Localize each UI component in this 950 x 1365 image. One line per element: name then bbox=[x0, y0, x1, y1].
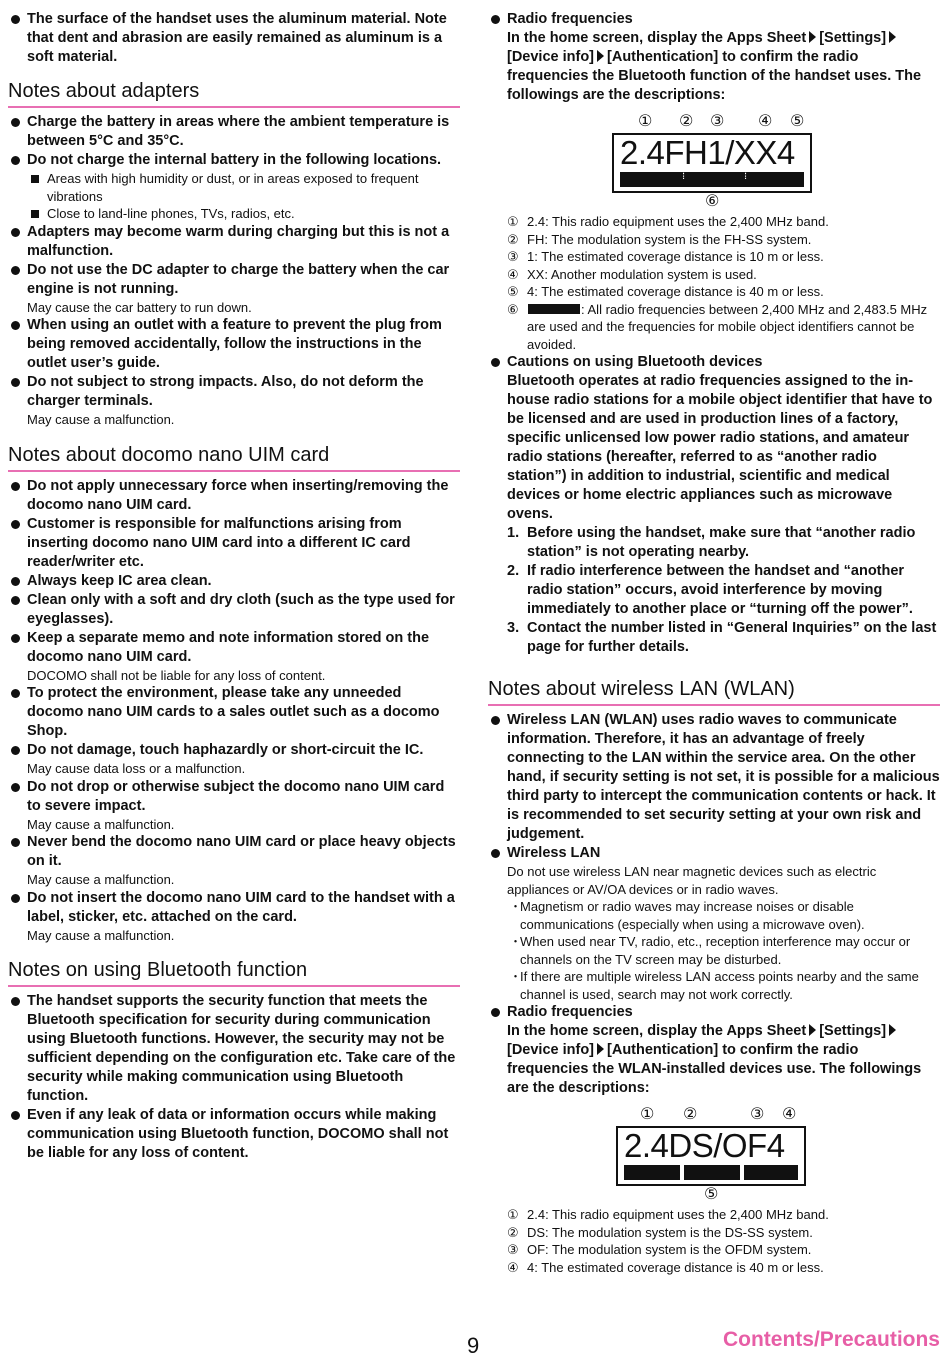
arrow-right-icon bbox=[889, 31, 896, 43]
marker-3: ③ bbox=[710, 113, 725, 130]
bullet-icon bbox=[11, 482, 20, 491]
wlan-bullet-2-title: Wireless LAN bbox=[507, 845, 601, 861]
marker-2: ② bbox=[679, 113, 694, 130]
wlan-dot-item: ・ Magnetism or radio waves may increase noises or disable communications (especially when using a microwave oven). bbox=[509, 899, 865, 932]
adapters-sub-item-2: Close to land-line phones, TVs, radios, etc. bbox=[27, 205, 460, 223]
bullet-icon bbox=[491, 716, 500, 725]
arrow-right-icon bbox=[597, 1043, 604, 1055]
bluetooth-bullet-2: Even if any leak of data or information occurs while making communication using Bluetooth function, DOCOMO shall not be liable for any loss of content. bbox=[8, 1106, 460, 1163]
intro-bullet: The surface of the handset uses the aluminum material. Note that dent and abrasion are easily remained as aluminum is a soft material. bbox=[8, 10, 460, 67]
marker-1: ① bbox=[638, 113, 653, 130]
wlan-dot-item: ・ If there are multiple wireless LAN access points nearby and the same channel is used, search may not work correctly. bbox=[509, 969, 919, 1002]
wlan-code-markers bbox=[488, 1104, 940, 1124]
arrow-right-icon bbox=[597, 50, 604, 62]
uim-note-5: DOCOMO shall not be liable for any loss of content. bbox=[27, 667, 326, 683]
bullet-icon bbox=[11, 577, 20, 586]
bullet-icon bbox=[11, 746, 20, 755]
adapters-note-6: May cause a malfunction. bbox=[27, 412, 175, 427]
bt-code-text: 2.4FH1/XX4 bbox=[620, 134, 795, 171]
bt-legend bbox=[488, 213, 940, 353]
wlan-frequency-bar-1 bbox=[624, 1165, 680, 1180]
wlan-dot-list bbox=[507, 898, 940, 1003]
uim-bullet-1: Do not apply unnecessary force when inserting/removing the docomo nano UIM card. bbox=[8, 477, 460, 515]
bt-cautions-step: 2. If radio interference between the handset and “another radio station” occurs, avoid interference by moving immediately to another place or “turning off the power”. bbox=[507, 563, 913, 617]
wlan-code-label bbox=[616, 1126, 806, 1186]
wlan-code-diagram bbox=[488, 1104, 940, 1202]
left-column bbox=[8, 10, 460, 1163]
bluetooth-heading: Notes on using Bluetooth function bbox=[8, 958, 460, 987]
page-number: 9 bbox=[467, 1333, 480, 1358]
wlan-legend-item: ① 2.4: This radio equipment uses the 2,400 MHz band. bbox=[507, 1207, 829, 1222]
uim-note-10: May cause a malfunction. bbox=[27, 927, 175, 943]
wlan-legend-item: ④ 4: The estimated coverage distance is 40 m or less. bbox=[507, 1259, 824, 1275]
arrow-right-icon bbox=[809, 31, 816, 43]
bt-code-markers bbox=[488, 111, 940, 131]
wlan-radio-bullet bbox=[488, 1003, 940, 1098]
bullet-icon bbox=[11, 15, 20, 24]
bullet-icon bbox=[11, 997, 20, 1006]
bullet-icon bbox=[11, 156, 20, 165]
square-bullet-icon bbox=[31, 210, 39, 218]
adapters-note-4: May cause the car battery to run down. bbox=[27, 299, 252, 315]
bt-cautions-bullet bbox=[488, 353, 940, 657]
bullet-icon bbox=[11, 378, 20, 387]
bt-legend-item: ③ 1: The estimated coverage distance is 10 m or less. bbox=[507, 249, 824, 264]
marker-2: ② bbox=[683, 1106, 698, 1123]
uim-bullet-8: Do not drop or otherwise subject the docomo nano UIM card to severe impact. bbox=[8, 778, 460, 816]
wlan-dot-item: ・ When used near TV, radio, etc., reception interference may occur or channels on the TV screen may be disturbed. bbox=[509, 934, 911, 967]
arrow-right-icon bbox=[889, 1024, 896, 1036]
wlan-frequency-bar-3 bbox=[744, 1165, 798, 1180]
adapters-bullet-3: Adapters may become warm during charging but this is not a malfunction. bbox=[8, 223, 460, 261]
adapters-heading: Notes about adapters bbox=[8, 79, 460, 108]
uim-bullet-2: Customer is responsible for malfunctions arising from inserting docomo nano UIM card into a different IC card reader/writer etc. bbox=[8, 515, 460, 572]
bullet-icon bbox=[491, 15, 500, 24]
right-column bbox=[488, 10, 940, 1276]
bullet-icon bbox=[11, 1111, 20, 1120]
wlan-radio-instructions: In the home screen, display the Apps Sheet [Settings][Device info] [Authentication] to confirm the radio frequencies the WLAN-installed devices use. The followings are the descriptions: bbox=[507, 1023, 922, 1096]
bt-code-label bbox=[612, 133, 812, 193]
adapters-bullet-4: Do not use the DC adapter to charge the battery when the car engine is not running. bbox=[8, 261, 460, 299]
wlan-legend bbox=[488, 1206, 940, 1276]
bullet-icon bbox=[491, 1008, 500, 1017]
bt-legend-item-6: ⑥ : All radio frequencies between 2,400 MHz and 2,483.5 MHz are used and the frequencies for mobile object identifiers cannot be avoided. bbox=[507, 301, 928, 352]
bullet-icon bbox=[11, 520, 20, 529]
uim-note-8: May cause a malfunction. bbox=[27, 816, 175, 832]
adapters-sub-item-1: Areas with high humidity or dust, or in areas exposed to frequent vibrations bbox=[27, 170, 460, 205]
arrow-right-icon bbox=[809, 1024, 816, 1036]
uim-bullet-5: Keep a separate memo and note information stored on the docomo nano UIM card. bbox=[8, 629, 460, 667]
uim-heading: Notes about docomo nano UIM card bbox=[8, 443, 460, 472]
bullet-icon bbox=[11, 596, 20, 605]
uim-bullet-3: Always keep IC area clean. bbox=[8, 572, 460, 591]
bullet-icon bbox=[491, 358, 500, 367]
bt-cautions-title: Cautions on using Bluetooth devices bbox=[507, 354, 763, 370]
uim-bullet-6: To protect the environment, please take any unneeded docomo nano UIM cards to a sales outlet such as a docomo Shop. bbox=[8, 684, 460, 741]
wlan-bullet-2 bbox=[488, 844, 940, 1003]
uim-bullet-10: Do not insert the docomo nano UIM card to the handset with a label, sticker, etc. attached on the card. bbox=[8, 889, 460, 927]
bullet-icon bbox=[11, 894, 20, 903]
bt-legend-item: ⑤ 4: The estimated coverage distance is 40 m or less. bbox=[507, 284, 824, 299]
adapters-bullet-2: Do not charge the internal battery in the following locations. bbox=[8, 151, 460, 170]
bullet-icon bbox=[11, 634, 20, 643]
bt-legend-item: ④ XX: Another modulation system is used. bbox=[507, 266, 757, 282]
bullet-icon bbox=[11, 321, 20, 330]
uim-bullet-9: Never bend the docomo nano UIM card or place heavy objects on it. bbox=[8, 833, 460, 871]
bt-legend-item: ① 2.4: This radio equipment uses the 2,400 MHz band. bbox=[507, 214, 829, 229]
marker-4: ④ bbox=[758, 113, 773, 130]
section-link[interactable]: Contents/Precautions bbox=[722, 1328, 940, 1351]
adapters-sub-list bbox=[8, 170, 460, 223]
bullet-icon bbox=[11, 266, 20, 275]
bullet-icon bbox=[11, 228, 20, 237]
bt-cautions-step: 1. Before using the handset, make sure that “another radio station” is not operating nearby. bbox=[507, 525, 916, 560]
wlan-legend-item: ② DS: The modulation system is the DS-SS system. bbox=[507, 1224, 813, 1240]
wlan-code-text: 2.4DS/OF4 bbox=[624, 1127, 785, 1164]
bullet-icon bbox=[11, 118, 20, 127]
bt-radio-bullet bbox=[488, 10, 940, 105]
bt-cautions-body: Bluetooth operates at radio frequencies assigned to the in-house radio stations for a mobile object identifier that have to be licensed and are used in production lines of a factory, specific unlicensed low power radio stations, and amateur radio stations (hereafter, referred to as “another radio station”) in addition to industrial, scientific and medical devices or home electric appliances such as microwave ovens. bbox=[507, 373, 933, 522]
wlan-legend-item: ③ OF: The modulation system is the OFDM system. bbox=[507, 1242, 812, 1257]
square-bullet-icon bbox=[31, 175, 39, 183]
wlan-bullet-1: Wireless LAN (WLAN) uses radio waves to communicate information. Therefore, it has an advantage of freely connecting to the LAN within the service area. On the other hand, if security setting is not set, it is possible for a malicious third party to intercept the communication contents or hack. It is recommended to set security setting at your own risk and judgement. bbox=[488, 711, 940, 844]
bullet-icon bbox=[11, 689, 20, 698]
bt-legend-item: ② FH: The modulation system is the FH-SS system. bbox=[507, 231, 812, 247]
wlan-bullet-2-body: Do not use wireless LAN near magnetic devices such as electric appliances or AV/OA devices or in radio waves. bbox=[507, 864, 877, 897]
uim-note-9: May cause a malfunction. bbox=[27, 872, 175, 887]
adapters-bullet-6: Do not subject to strong impacts. Also, do not deform the charger terminals. bbox=[8, 373, 460, 411]
adapters-bullet-1: Charge the battery in areas where the ambient temperature is between 5°C and 35°C. bbox=[8, 113, 460, 151]
wlan-heading: Notes about wireless LAN (WLAN) bbox=[488, 677, 940, 706]
bt-radio-instructions: In the home screen, display the Apps Sheet [Settings][Device info] [Authentication] to confirm the radio frequencies the Bluetooth function of the handset uses. The followings are the descriptions: bbox=[507, 30, 922, 103]
bullet-icon bbox=[11, 838, 20, 847]
marker-6: ⑥ bbox=[705, 193, 720, 210]
marker-5: ⑤ bbox=[790, 113, 805, 130]
bullet-icon bbox=[491, 849, 500, 858]
marker-4: ④ bbox=[782, 1106, 797, 1123]
bt-cautions-step: 3. Contact the number listed in “General Inquiries” on the last page for further details. bbox=[507, 620, 937, 655]
bt-radio-title: Radio frequencies bbox=[507, 11, 633, 27]
marker-5: ⑤ bbox=[704, 1186, 719, 1203]
marker-1: ① bbox=[640, 1106, 655, 1123]
uim-bullet-4: Clean only with a soft and dry cloth (such as the type used for eyeglasses). bbox=[8, 591, 460, 629]
uim-bullet-7: Do not damage, touch haphazardly or short-circuit the IC. bbox=[8, 741, 460, 760]
bullet-icon bbox=[11, 783, 20, 792]
bluetooth-bullet-1: The handset supports the security function that meets the Bluetooth specification for security during communication using Bluetooth functions. However, the security may not be sufficient depending on the configuration etc. Take care of the security while making communication using Bluetooth function. bbox=[8, 992, 460, 1106]
wlan-radio-title: Radio frequencies bbox=[507, 1004, 633, 1020]
adapters-bullet-5: When using an outlet with a feature to prevent the plug from being removed accidentally, follow the instructions in the outlet user’s guide. bbox=[8, 316, 460, 373]
uim-note-7: May cause data loss or a malfunction. bbox=[27, 761, 246, 776]
frequency-bar-icon bbox=[528, 304, 580, 314]
wlan-frequency-bar-2 bbox=[684, 1165, 740, 1180]
bt-code-diagram bbox=[488, 111, 940, 209]
marker-3: ③ bbox=[750, 1106, 765, 1123]
bt-frequency-bar: ⁞ ⁞ bbox=[620, 172, 804, 187]
